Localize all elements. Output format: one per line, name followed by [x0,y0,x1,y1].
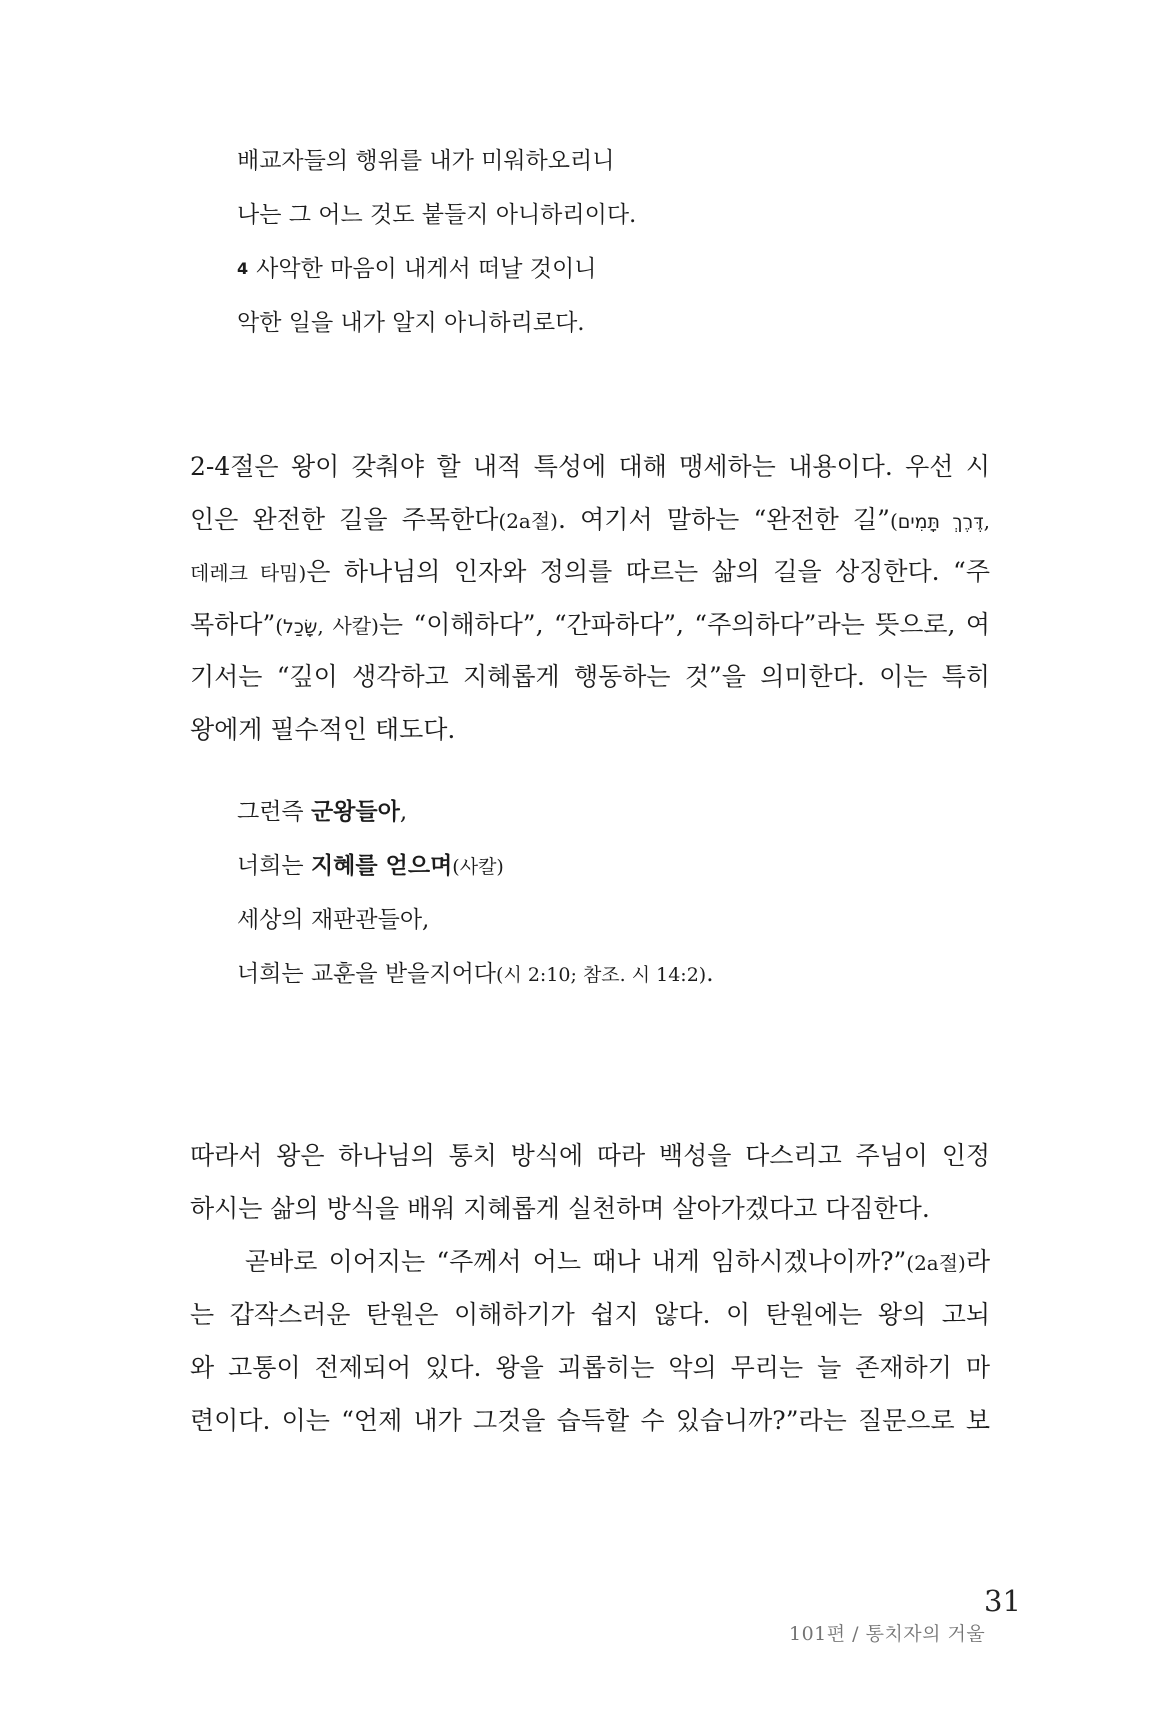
verse-line [237,296,990,350]
text-line [190,441,990,494]
text-line [190,1235,990,1288]
verse-text: . [706,961,714,987]
text-segment: 기서는 “깊이 생각하고 지혜롭게 행동하는 것”을 의미한다. 이는 특히 [190,662,990,691]
text-line [190,1394,990,1447]
running-footer: 101편 / 통치자의 거울 [789,1623,986,1645]
text-line [190,1182,990,1235]
text-segment: 은 하나님의 인자와 정의를 따르는 삶의 길을 상징한다. “주 [306,557,990,586]
verse-reference: (2a절) [498,508,558,533]
verse-line [237,947,990,1001]
paren-open: ( [275,613,284,638]
verse-text: 그런즉 [237,799,311,825]
page-number: 31 [984,1584,1021,1618]
text-segment: 와 고통이 전제되어 있다. 왕을 괴롭히는 악의 무리는 늘 존재하기 마 [190,1353,990,1382]
commentary-paragraph-1 [190,441,990,756]
transliteration: , 사칼) [317,613,379,638]
text-line [190,1341,990,1394]
verse-line [237,785,990,839]
paren-open: ( [889,508,898,533]
text-line [190,1129,990,1182]
text-segment: . 여기서 말하는 “완전한 길” [557,504,890,534]
text-segment: 하시는 삶의 방식을 배워 지혜롭게 실천하며 살아가겠다고 다짐한다. [190,1194,930,1223]
text-line [190,651,990,704]
commentary-paragraph-2 [190,1129,990,1235]
text-line [190,599,990,652]
text-segment: 왕에게 필수적인 태도다. [190,714,456,744]
verse-text: 사악한 마음이 내게서 떠날 것이니 [256,256,597,282]
text-line [190,704,990,757]
text-segment: 인은 완전한 길을 주목한다 [190,504,499,534]
text-segment: 따라서 왕은 하나님의 통치 방식에 따라 백성을 다스리고 주님이 인정 [190,1141,990,1170]
hebrew-term-sakhal: שָׂכַל [283,615,318,638]
text-line [190,546,990,599]
verse-line [237,839,990,893]
commentary-paragraph-3 [190,1235,990,1447]
hebrew-term-derekh-tamim: דֶּרֶךְ תָּמִים [897,510,984,533]
verse-line [237,188,990,242]
verse-quote-psalm2 [237,785,990,1001]
transliteration: (사칼) [452,856,504,878]
verse-text: 너희는 [237,853,311,879]
text-column [190,0,990,1447]
verse-text: 배교자들의 행위를 내가 미워하오리니 [237,148,615,174]
text-segment: 라 [965,1247,990,1276]
verse-quote-psalm101 [237,0,990,350]
text-segment: 목하다” [190,609,276,639]
verse-number: 4 [237,259,249,278]
text-segment: 는 “이해하다”, “간파하다”, “주의하다”라는 뜻으로, 여 [378,609,990,639]
verse-reference: (2a절) [906,1251,966,1275]
verse-text: , [399,799,408,825]
text-segment: , [983,508,991,533]
text-segment: 2-4절은 왕이 갖춰야 할 내적 특성에 대해 맹세하는 내용이다. 우선 시 [190,452,990,481]
verse-text: 악한 일을 내가 알지 아니하리로다. [237,310,585,336]
text-segment: 곧바로 이어지는 “주께서 어느 때나 내게 임하시겠나이까?” [245,1247,907,1276]
verse-text: 너희는 교훈을 받을지어다 [237,961,497,987]
emphasized-text: 군왕들아 [310,798,400,825]
verse-text: 나는 그 어느 것도 붙들지 아니하리이다. [237,202,637,228]
emphasized-text: 지혜를 얻으며 [310,852,453,879]
verse-line [237,134,990,188]
text-line [190,494,990,547]
verse-line [237,242,990,296]
verse-line [237,893,990,947]
transliteration: 데레크 타밈) [190,561,307,585]
verse-text: 세상의 재판관들아, [237,907,430,933]
verse-reference: (시 2:10; 참조. 시 14:2) [496,964,707,986]
text-line [190,1288,990,1341]
text-segment: 련이다. 이는 “언제 내가 그것을 습득할 수 있습니까?”라는 질문으로 보 [190,1406,990,1435]
text-segment: 는 갑작스러운 탄원은 이해하기가 쉽지 않다. 이 탄원에는 왕의 고뇌 [190,1300,990,1329]
